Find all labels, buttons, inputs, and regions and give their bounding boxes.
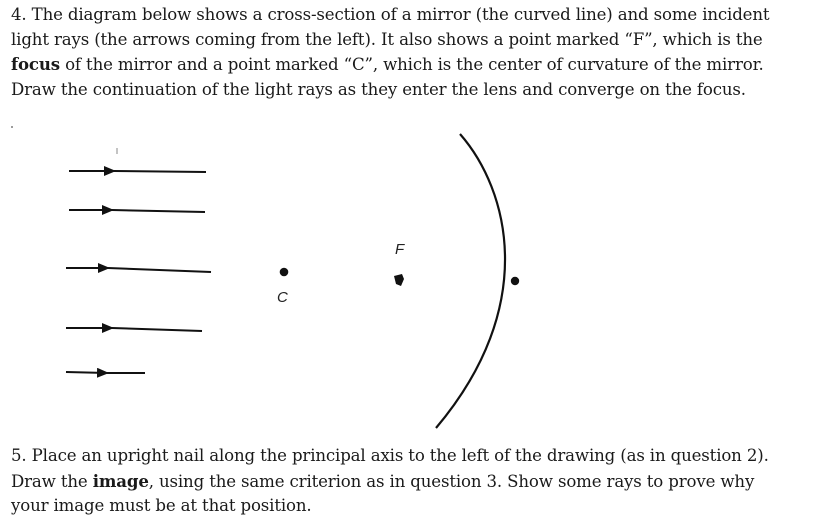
speck-mark bbox=[11, 126, 13, 128]
center-of-curvature-point bbox=[280, 268, 289, 277]
incident-ray bbox=[66, 372, 145, 373]
image-term: image bbox=[92, 470, 149, 491]
q4-line-4: Draw the continuation of the light rays as they enter the lens and converge on the focus. bbox=[11, 79, 746, 99]
label-c: C bbox=[277, 289, 288, 306]
q4-line-1: 4. The diagram below shows a cross-section of a mirror (the curved line) and some incident bbox=[11, 5, 770, 24]
label-f: F bbox=[395, 241, 405, 258]
q4-line-2: light rays (the arrows coming from the left). It also shows a point marked “F”, which is the bbox=[11, 29, 763, 49]
incident-ray bbox=[66, 268, 211, 272]
incident-rays bbox=[66, 171, 211, 373]
question-5 bbox=[11, 444, 811, 519]
q5-line-2-post: , using the same criterion as in question 3. Show some rays to prove why bbox=[148, 471, 755, 491]
incident-ray bbox=[69, 210, 205, 212]
focus-point bbox=[394, 274, 404, 286]
q4-line-3-rest: of the mirror and a point marked “C”, which is the center of curvature of the mirror. bbox=[59, 55, 764, 74]
incident-ray bbox=[69, 171, 206, 172]
mirror-vertex-point bbox=[511, 277, 519, 285]
incident-ray bbox=[66, 328, 202, 331]
q5-line-2-pre: Draw the bbox=[11, 471, 93, 491]
q5-line-3: your image must be at that position. bbox=[11, 496, 312, 515]
curved-mirror bbox=[436, 134, 505, 428]
q5-line-1: 5. Place an upright nail along the principal axis to the left of the drawing (as in question 2). bbox=[11, 446, 769, 465]
q5-line-2 bbox=[11, 469, 811, 495]
focus-term: focus bbox=[11, 54, 60, 74]
